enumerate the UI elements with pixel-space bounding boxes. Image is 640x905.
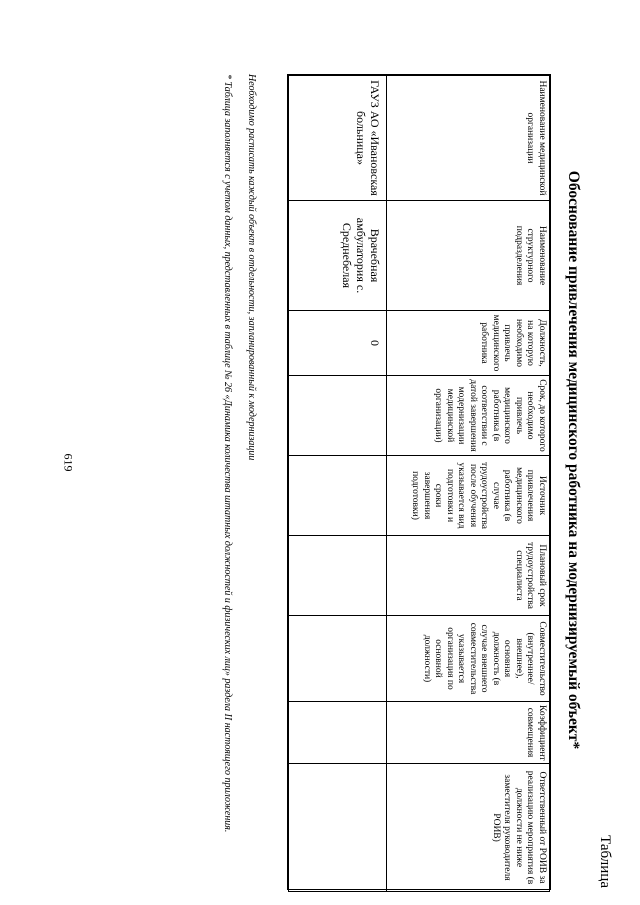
column-header: Должность, на которую необходимо привлечь медицинского работника: [387, 311, 550, 376]
column-header: Совместительство (внутреннее/ внешнее), основная должность (в случае внешнего совместительства указывается организация по основной должности): [387, 616, 550, 702]
column-header: Наименование медицинской организации: [387, 76, 550, 201]
column-header: Ответственный от РОИВ за реализацию мероприятия (в должности не ниже заместителя руководителя РОИВ): [387, 764, 550, 892]
table-label: Таблица: [597, 835, 613, 888]
column-header: Коэффициент совмещения: [387, 702, 550, 764]
column-header: Источник привлечения медицинского работника (в случае трудоустройства после обучения указывается вид подготовки и сроки завершения подготовки): [387, 456, 550, 536]
cell-position: 0: [289, 311, 387, 376]
cell-coefficient: [289, 702, 387, 764]
cell-planned-date: [289, 536, 387, 616]
rotated-content: [25, 30, 613, 890]
cell-organization: ГАУЗ АО «Ивановская больница»: [289, 76, 387, 201]
cell-deadline: [289, 376, 387, 456]
document-title: Обоснование привлечения медицинского работника на модернизируемый объект*: [565, 170, 582, 750]
cell-responsible: [289, 764, 387, 892]
justification-table: [287, 74, 551, 890]
cell-combination: [289, 616, 387, 702]
column-header: Наименование структурного подразделения: [387, 201, 550, 311]
column-header: Срок, до которого необходимо привлечь медицинского работника (в соответствии с датой завершения модернизации медицинской организации): [387, 376, 550, 456]
note-text: Необходимо расписать каждый объект в отдельности, запланированный к модернизации: [246, 74, 257, 461]
cell-source: [289, 456, 387, 536]
table-header-row: [387, 76, 550, 892]
page-number: 619: [61, 453, 76, 472]
table-row: [289, 76, 387, 892]
footnote-text: * Таблица заполняется с учетом данных, представленных в таблице № 26 «Динамика количества штатных должностей и физических лиц» раздела II настоящего приложения.: [222, 74, 233, 833]
column-header: Плановый срок трудоустройства специалиста: [387, 536, 550, 616]
cell-department: Врачебная амбулатория с. Среднебелая: [289, 201, 387, 311]
